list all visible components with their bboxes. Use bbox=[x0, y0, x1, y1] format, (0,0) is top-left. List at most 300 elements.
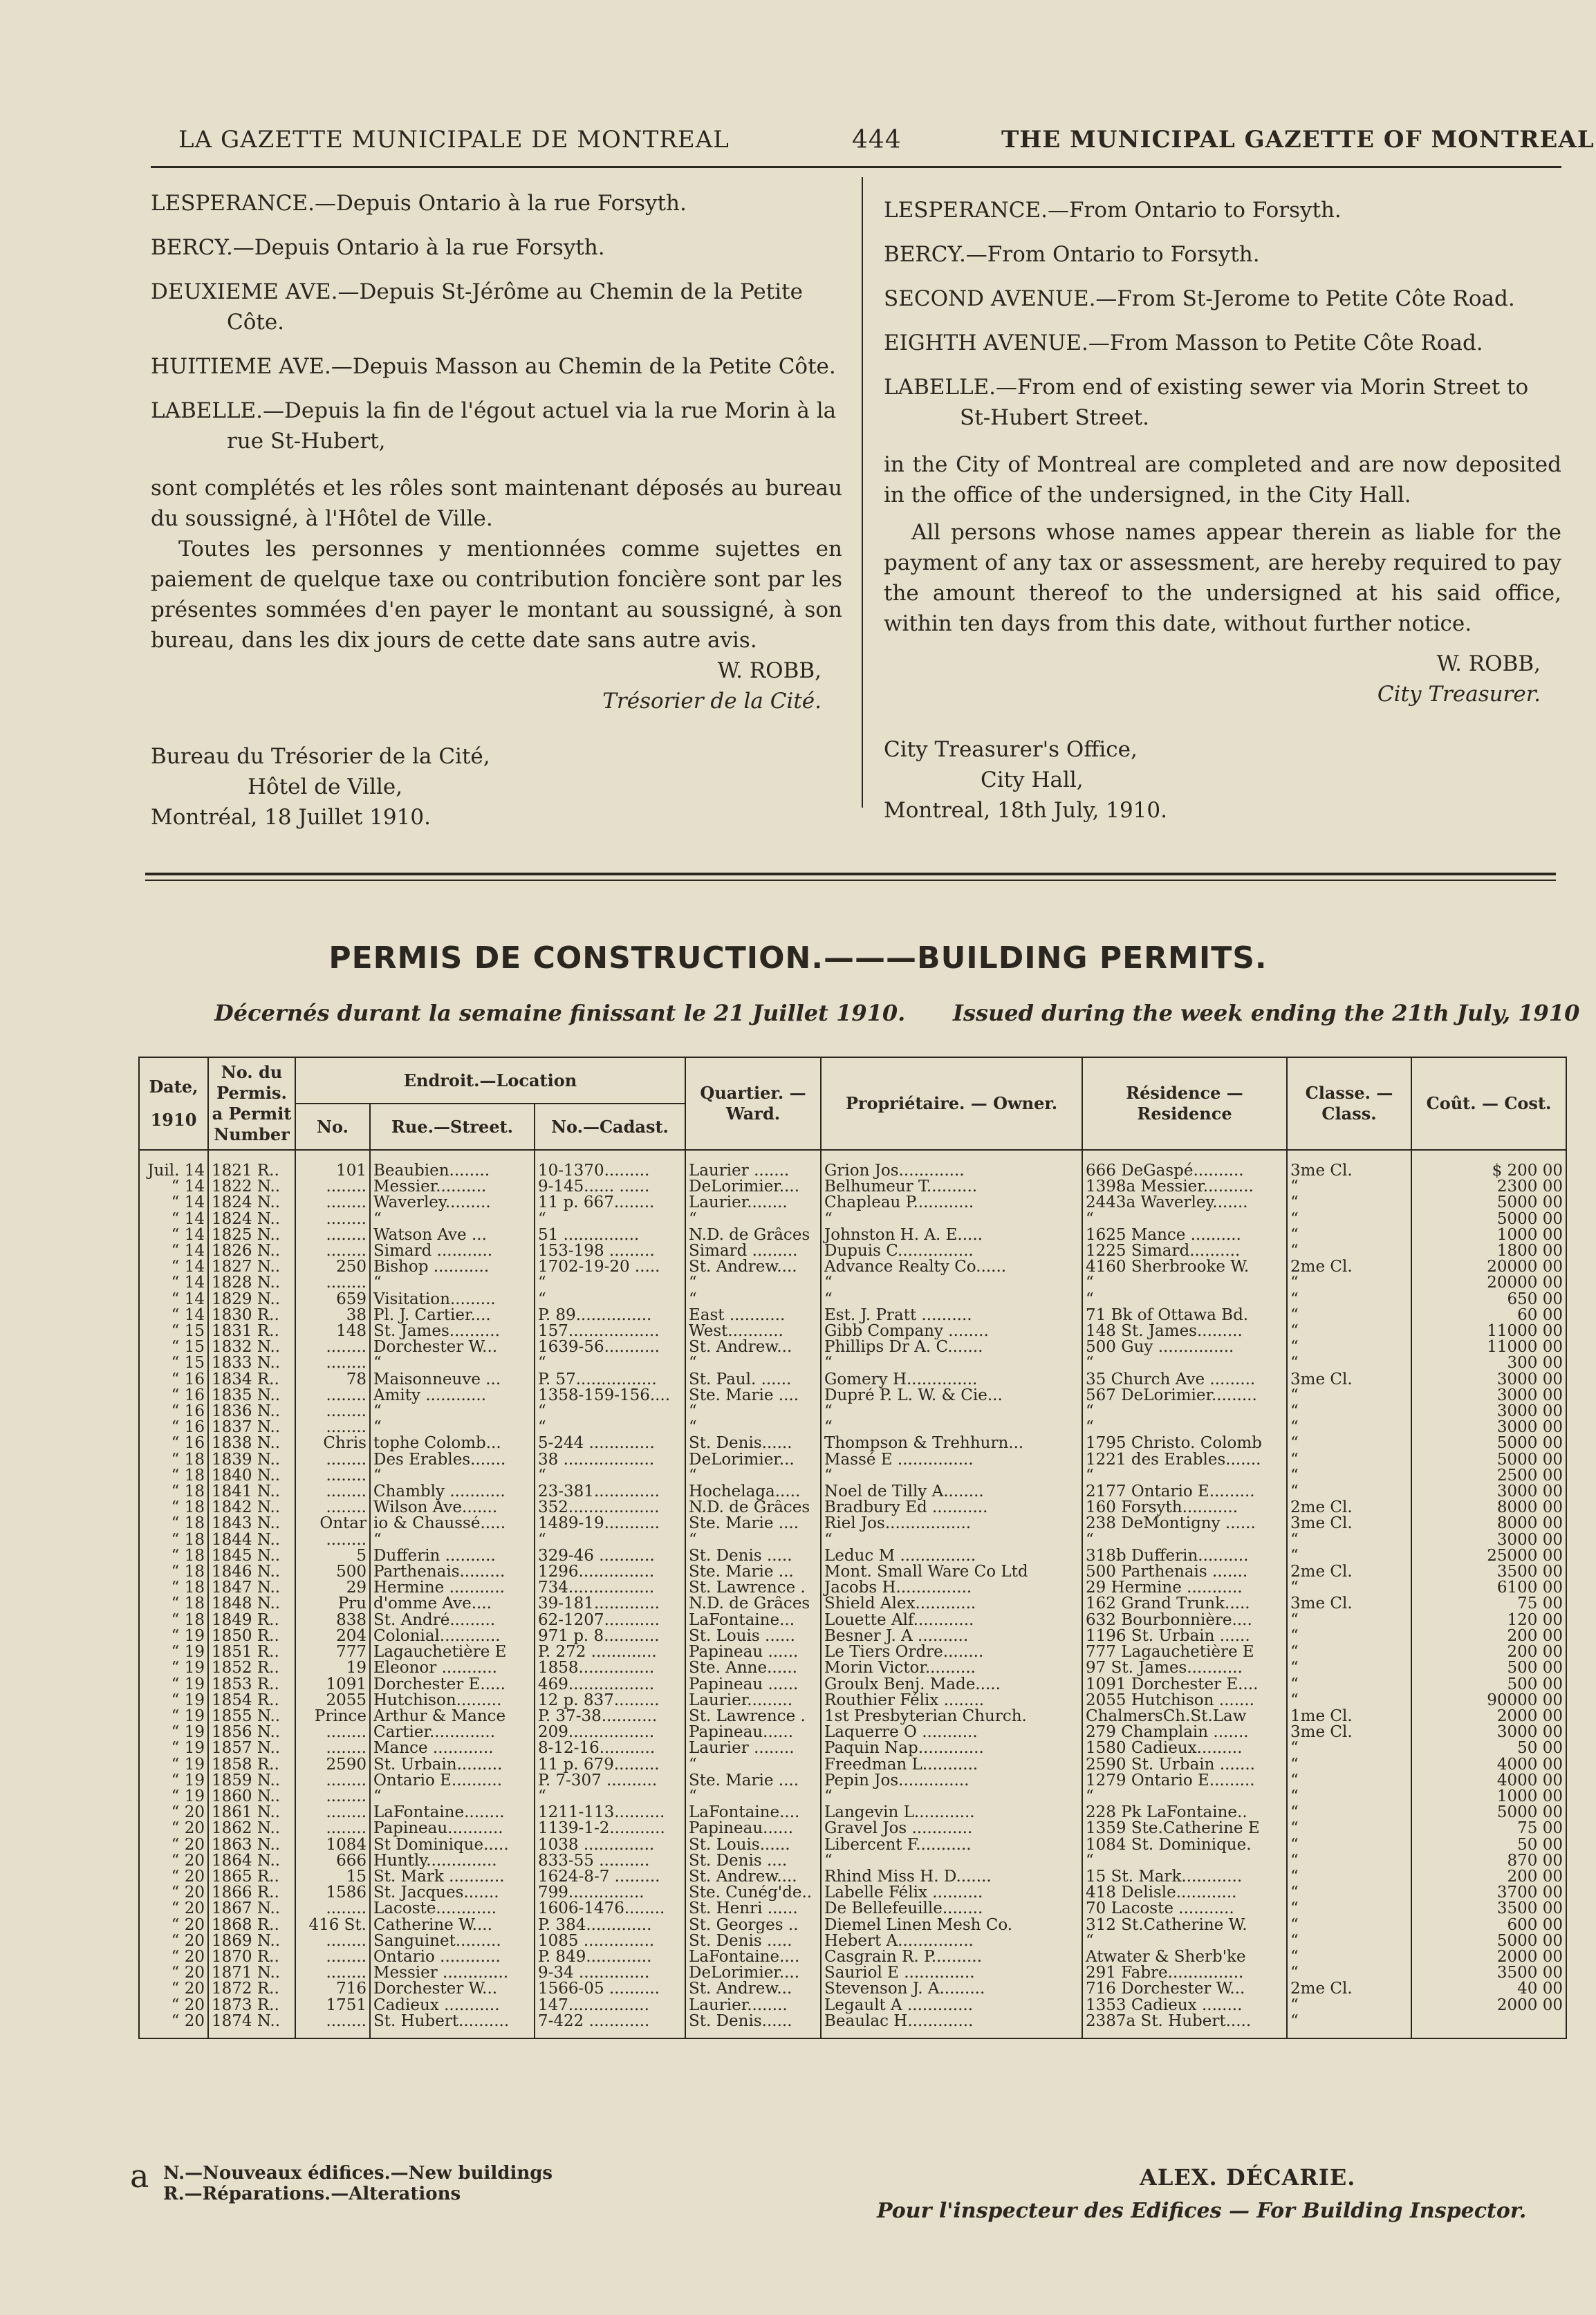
cell-residence: 1225 Simard.......... bbox=[1082, 1243, 1287, 1259]
cell-cost: 5000 00 bbox=[1411, 1933, 1566, 1949]
cell-street: Ontario E.......... bbox=[370, 1773, 535, 1789]
cell-class: “ bbox=[1287, 1693, 1411, 1709]
column-header-ward: Quartier. — Ward. bbox=[685, 1057, 821, 1150]
table-row bbox=[139, 1580, 1566, 1596]
cell-residence: “ bbox=[1082, 1853, 1287, 1869]
cell-cost: 870 00 bbox=[1411, 1853, 1566, 1869]
notice-en-item-2: BERCY.—From Ontario to Forsyth. bbox=[884, 242, 1260, 267]
cell-ward: Papineau...... bbox=[685, 1821, 821, 1837]
cell-street: LaFontaine........ bbox=[370, 1805, 535, 1821]
cell-owner: Shield Alex............ bbox=[821, 1596, 1082, 1612]
table-row bbox=[139, 1596, 1566, 1612]
cell-cost: 3000 00 bbox=[1411, 1484, 1566, 1500]
cell-street: Messier ............. bbox=[370, 1965, 535, 1981]
cell-street-number: 838 bbox=[295, 1612, 370, 1628]
cell-date: “ 19 bbox=[139, 1693, 208, 1709]
cell-class: “ bbox=[1287, 1195, 1411, 1211]
cell-residence: 148 St. James......... bbox=[1082, 1323, 1287, 1339]
cell-owner: Routhier Félix ........ bbox=[821, 1693, 1082, 1709]
cell-cadastre: 38 .................. bbox=[535, 1452, 685, 1468]
table-row bbox=[139, 1677, 1566, 1693]
cell-street: Messier.......... bbox=[370, 1179, 535, 1195]
cell-owner: “ bbox=[821, 1355, 1082, 1371]
cell-cadastre: 1211-113.......... bbox=[535, 1805, 685, 1821]
cell-permit-number: 1834 R.. bbox=[208, 1372, 295, 1388]
cell-street: “ bbox=[370, 1420, 535, 1435]
cell-date: “ 14 bbox=[139, 1275, 208, 1291]
cell-cost: 8000 00 bbox=[1411, 1500, 1566, 1516]
table-row bbox=[139, 1773, 1566, 1789]
cell-residence: 632 Bourbonnière.... bbox=[1082, 1612, 1287, 1628]
cell-street-number: 250 bbox=[295, 1259, 370, 1275]
cell-class: “ bbox=[1287, 1355, 1411, 1371]
table-row bbox=[139, 1612, 1566, 1628]
cell-cost: 3500 00 bbox=[1411, 1901, 1566, 1917]
cell-cost: 200 00 bbox=[1411, 1628, 1566, 1644]
column-header-residence: Résidence — Residence bbox=[1082, 1057, 1287, 1150]
cell-residence: 228 Pk LaFontaine.. bbox=[1082, 1805, 1287, 1821]
cell-permit-number: 1848 N.. bbox=[208, 1596, 295, 1612]
notice-fr-item-1: LESPERANCE.—Depuis Ontario à la rue Forsyth. bbox=[151, 191, 687, 216]
cell-cadastre: P. 89............... bbox=[535, 1308, 685, 1323]
cell-owner: Johnston H. A. E..... bbox=[821, 1227, 1082, 1243]
notice-en-office-line-2: City Hall, bbox=[981, 768, 1084, 792]
cell-ward: “ bbox=[685, 1532, 821, 1548]
table-row bbox=[139, 1949, 1566, 1965]
cell-residence: “ bbox=[1082, 1789, 1287, 1805]
cell-residence: “ bbox=[1082, 1275, 1287, 1291]
cell-street: d'omme Ave.... bbox=[370, 1596, 535, 1612]
cell-street: “ bbox=[370, 1532, 535, 1548]
table-row bbox=[139, 1388, 1566, 1404]
cell-class: “ bbox=[1287, 1388, 1411, 1404]
cell-residence: 70 Lacoste ........... bbox=[1082, 1901, 1287, 1917]
cell-permit-number: 1856 N.. bbox=[208, 1724, 295, 1740]
cell-cadastre: P. 7-307 .......... bbox=[535, 1773, 685, 1789]
cell-street: Pl. J. Cartier.... bbox=[370, 1308, 535, 1323]
cell-street: St. Mark ........... bbox=[370, 1869, 535, 1885]
cell-street: Wilson Ave....... bbox=[370, 1500, 535, 1516]
cell-ward: St. Lawrence . bbox=[685, 1709, 821, 1724]
cell-permit-number: 1836 N.. bbox=[208, 1404, 295, 1420]
cell-class: “ bbox=[1287, 1789, 1411, 1805]
cell-street-number: ........ bbox=[295, 1532, 370, 1548]
cell-residence: “ bbox=[1082, 1532, 1287, 1548]
cell-ward: St. Lawrence . bbox=[685, 1580, 821, 1596]
cell-street: Maisonneuve ... bbox=[370, 1372, 535, 1388]
cell-cost: 5000 00 bbox=[1411, 1805, 1566, 1821]
cell-cost: 2000 00 bbox=[1411, 1998, 1566, 2014]
cell-cadastre: P. 849............. bbox=[535, 1949, 685, 1965]
cell-residence: 1221 des Erables....... bbox=[1082, 1452, 1287, 1468]
cell-cadastre: “ bbox=[535, 1420, 685, 1435]
cell-date: “ 14 bbox=[139, 1179, 208, 1195]
cell-street: Mance ............ bbox=[370, 1740, 535, 1756]
cell-class: “ bbox=[1287, 1612, 1411, 1628]
cell-street: Parthenais......... bbox=[370, 1564, 535, 1580]
cell-permit-number: 1843 N.. bbox=[208, 1516, 295, 1532]
cell-owner: Chapleau P............ bbox=[821, 1195, 1082, 1211]
cell-date: “ 19 bbox=[139, 1740, 208, 1756]
cell-permit-number: 1868 R.. bbox=[208, 1917, 295, 1933]
cell-cadastre: 1639-56........... bbox=[535, 1339, 685, 1355]
inspector-title: Pour l'inspecteur des Edifices — For Building Inspector. bbox=[877, 2199, 1527, 2223]
cell-residence: 2387a St. Hubert..... bbox=[1082, 2014, 1287, 2038]
cell-class: “ bbox=[1287, 1484, 1411, 1500]
cell-cadastre: 11 p. 679......... bbox=[535, 1757, 685, 1773]
cell-ward: Ste. Marie ... bbox=[685, 1564, 821, 1580]
cell-date: “ 19 bbox=[139, 1724, 208, 1740]
inspector-name: ALEX. DÉCARIE. bbox=[1140, 2164, 1356, 2191]
cell-permit-number: 1858 R.. bbox=[208, 1757, 295, 1773]
cell-ward: St. Denis ..... bbox=[685, 1548, 821, 1564]
cell-class: “ bbox=[1287, 1740, 1411, 1756]
table-row bbox=[139, 1292, 1566, 1308]
cell-cost: 20000 00 bbox=[1411, 1259, 1566, 1275]
cell-cadastre: P. 384............. bbox=[535, 1917, 685, 1933]
cell-street: St. Hubert.......... bbox=[370, 2014, 535, 2038]
cell-ward: St. Denis...... bbox=[685, 1435, 821, 1451]
table-row bbox=[139, 1693, 1566, 1709]
table-row bbox=[139, 1740, 1566, 1756]
table-row bbox=[139, 1901, 1566, 1917]
cell-class: “ bbox=[1287, 1773, 1411, 1789]
header-rule bbox=[151, 166, 1561, 168]
cell-owner: Est. J. Pratt .......... bbox=[821, 1308, 1082, 1323]
cell-permit-number: 1853 R.. bbox=[208, 1677, 295, 1693]
cell-ward: Ste. Cunég'de.. bbox=[685, 1885, 821, 1901]
notice-fr-item-3: DEUXIEME AVE.—Depuis St-Jérôme au Chemin de la Petite Côte. bbox=[151, 279, 803, 335]
cell-class: “ bbox=[1287, 1949, 1411, 1965]
cell-ward: East ........... bbox=[685, 1308, 821, 1323]
cell-owner: Gibb Company ........ bbox=[821, 1323, 1082, 1339]
page-number: 444 bbox=[852, 126, 902, 154]
cell-street: Beaubien........ bbox=[370, 1150, 535, 1179]
cell-street-number: Prince bbox=[295, 1709, 370, 1724]
cell-street-number: ........ bbox=[295, 1500, 370, 1516]
cell-residence: 71 Bk of Ottawa Bd. bbox=[1082, 1308, 1287, 1323]
cell-ward: “ bbox=[685, 1275, 821, 1291]
cell-date: “ 19 bbox=[139, 1757, 208, 1773]
cell-street: Des Erables....... bbox=[370, 1452, 535, 1468]
cell-class: “ bbox=[1287, 1548, 1411, 1564]
table-row bbox=[139, 1869, 1566, 1885]
cell-residence: Atwater & Sherb'ke bbox=[1082, 1949, 1287, 1965]
cell-cost: 40 00 bbox=[1411, 1981, 1566, 1997]
cell-cost: 5000 00 bbox=[1411, 1195, 1566, 1211]
cell-cost: 4000 00 bbox=[1411, 1757, 1566, 1773]
cell-cost: 2500 00 bbox=[1411, 1468, 1566, 1484]
cell-owner: Labelle Félix .......... bbox=[821, 1885, 1082, 1901]
cell-street-number: ........ bbox=[295, 1339, 370, 1355]
cell-permit-number: 1873 R.. bbox=[208, 1998, 295, 2014]
cell-ward: St. Henri ...... bbox=[685, 1901, 821, 1917]
cell-cost: 3500 00 bbox=[1411, 1564, 1566, 1580]
building-permits-table bbox=[138, 1057, 1567, 2039]
cell-permit-number: 1824 N.. bbox=[208, 1211, 295, 1227]
cell-cadastre: “ bbox=[535, 1468, 685, 1484]
cell-ward: Papineau...... bbox=[685, 1724, 821, 1740]
cell-owner: “ bbox=[821, 1420, 1082, 1435]
cell-permit-number: 1841 N.. bbox=[208, 1484, 295, 1500]
cell-class: “ bbox=[1287, 1211, 1411, 1227]
cell-permit-number: 1832 N.. bbox=[208, 1339, 295, 1355]
notice-en-paragraph-1: in the City of Montreal are completed and are now deposited in the office of the undersigned, in the City Hall. bbox=[884, 452, 1561, 508]
cell-date: “ 15 bbox=[139, 1339, 208, 1355]
cell-street-number: ........ bbox=[295, 1773, 370, 1789]
cell-cost: 5000 00 bbox=[1411, 1435, 1566, 1451]
column-header-number: No. bbox=[295, 1104, 370, 1150]
cell-cost: 3000 00 bbox=[1411, 1724, 1566, 1740]
cell-class: “ bbox=[1287, 1179, 1411, 1195]
cell-residence: 97 St. James........... bbox=[1082, 1660, 1287, 1676]
cell-date: “ 14 bbox=[139, 1195, 208, 1211]
cell-owner: Noel de Tilly A........ bbox=[821, 1484, 1082, 1500]
cell-class: “ bbox=[1287, 1965, 1411, 1981]
cell-street: Visitation......... bbox=[370, 1292, 535, 1308]
cell-owner: Grion Jos............. bbox=[821, 1150, 1082, 1179]
cell-ward: DeLorimier... bbox=[685, 1452, 821, 1468]
cell-owner: Gomery H.............. bbox=[821, 1372, 1082, 1388]
cell-permit-number: 1835 N.. bbox=[208, 1388, 295, 1404]
cell-ward: DeLorimier.... bbox=[685, 1179, 821, 1195]
table-row bbox=[139, 1709, 1566, 1724]
cell-street: Amity ............ bbox=[370, 1388, 535, 1404]
cell-street: “ bbox=[370, 1355, 535, 1371]
cell-street-number: 2590 bbox=[295, 1757, 370, 1773]
cell-ward: Laurier ........ bbox=[685, 1740, 821, 1756]
cell-residence: 777 Lagauchetière E bbox=[1082, 1644, 1287, 1660]
cell-date: “ 14 bbox=[139, 1243, 208, 1259]
cell-street: Hutchison......... bbox=[370, 1693, 535, 1709]
cell-class: “ bbox=[1287, 1243, 1411, 1259]
cell-street: Dorchester E..... bbox=[370, 1677, 535, 1693]
cell-cadastre: 9-34 .............. bbox=[535, 1965, 685, 1981]
notice-fr-office-line-3: Montréal, 18 Juillet 1910. bbox=[151, 805, 431, 830]
cell-date: “ 20 bbox=[139, 1869, 208, 1885]
cell-date: “ 18 bbox=[139, 1548, 208, 1564]
table-row bbox=[139, 1211, 1566, 1227]
cell-permit-number: 1867 N.. bbox=[208, 1901, 295, 1917]
cell-street: Dufferin .......... bbox=[370, 1548, 535, 1564]
cell-street-number: ........ bbox=[295, 1901, 370, 1917]
cell-cadastre: P. 37-38........... bbox=[535, 1709, 685, 1724]
table-row bbox=[139, 1660, 1566, 1676]
cell-class: “ bbox=[1287, 1308, 1411, 1323]
notice-en-office-line-1: City Treasurer's Office, bbox=[884, 737, 1138, 762]
cell-class: “ bbox=[1287, 1420, 1411, 1435]
table-row bbox=[139, 1885, 1566, 1901]
cell-permit-number: 1822 N.. bbox=[208, 1179, 295, 1195]
cell-cost: 1000 00 bbox=[1411, 1227, 1566, 1243]
cell-class: 3me Cl. bbox=[1287, 1372, 1411, 1388]
cell-street: io & Chaussé..... bbox=[370, 1516, 535, 1532]
cell-ward: St. Denis...... bbox=[685, 2014, 821, 2038]
header-english-title: THE MUNICIPAL GAZETTE OF MONTREAL bbox=[1001, 126, 1595, 154]
cell-date: “ 20 bbox=[139, 1821, 208, 1837]
cell-ward: “ bbox=[685, 1468, 821, 1484]
cell-permit-number: 1846 N.. bbox=[208, 1564, 295, 1580]
cell-cost: 60 00 bbox=[1411, 1308, 1566, 1323]
section-rule-top bbox=[145, 873, 1556, 875]
cell-ward: Laurier ....... bbox=[685, 1150, 821, 1179]
cell-date: “ 18 bbox=[139, 1500, 208, 1516]
permit-type-legend bbox=[130, 2157, 553, 2204]
table-row bbox=[139, 1564, 1566, 1580]
cell-street-number: 416 St. bbox=[295, 1917, 370, 1933]
cell-permit-number: 1849 R.. bbox=[208, 1612, 295, 1628]
cell-permit-number: 1830 R.. bbox=[208, 1308, 295, 1323]
cell-permit-number: 1825 N.. bbox=[208, 1227, 295, 1243]
cell-owner: Casgrain R. P.......... bbox=[821, 1949, 1082, 1965]
cell-residence: 238 DeMontigny ...... bbox=[1082, 1516, 1287, 1532]
notice-fr-item-4: HUITIEME AVE.—Depuis Masson au Chemin de la Petite Côte. bbox=[151, 354, 836, 379]
cell-residence: “ bbox=[1082, 1292, 1287, 1308]
cell-cost: 650 00 bbox=[1411, 1292, 1566, 1308]
cell-owner: Legault A ............. bbox=[821, 1998, 1082, 2014]
cell-date: “ 20 bbox=[139, 2014, 208, 2038]
column-header-permit: No. du Permis. a Permit Number bbox=[208, 1057, 295, 1150]
cell-cost: 1800 00 bbox=[1411, 1243, 1566, 1259]
cell-permit-number: 1837 N.. bbox=[208, 1420, 295, 1435]
cell-street: Papineau........... bbox=[370, 1821, 535, 1837]
cell-class: “ bbox=[1287, 1644, 1411, 1660]
cell-street-number: 1084 bbox=[295, 1837, 370, 1853]
notice-en-item-3: SECOND AVENUE.—From St-Jerome to Petite Côte Road. bbox=[884, 286, 1515, 311]
cell-permit-number: 1842 N.. bbox=[208, 1500, 295, 1516]
cell-class: “ bbox=[1287, 1323, 1411, 1339]
cell-owner: Pepin Jos.............. bbox=[821, 1773, 1082, 1789]
cell-residence: 1353 Cadieux ........ bbox=[1082, 1998, 1287, 2014]
cell-date: “ 20 bbox=[139, 1805, 208, 1821]
cell-ward: St. Andrew.... bbox=[685, 1259, 821, 1275]
cell-street: St. Jacques....... bbox=[370, 1885, 535, 1901]
cell-permit-number: 1845 N.. bbox=[208, 1548, 295, 1564]
cell-cadastre: “ bbox=[535, 1355, 685, 1371]
cell-date: “ 16 bbox=[139, 1435, 208, 1451]
cell-cadastre: 1085 .............. bbox=[535, 1933, 685, 1949]
cell-owner: Le Tiers Ordre........ bbox=[821, 1644, 1082, 1660]
table-row bbox=[139, 1933, 1566, 1949]
cell-cadastre: 51 ............... bbox=[535, 1227, 685, 1243]
notice-fr-signature-title: Trésorier de la Cité. bbox=[602, 689, 822, 714]
cell-date: “ 19 bbox=[139, 1677, 208, 1693]
cell-owner: Libercent F........... bbox=[821, 1837, 1082, 1853]
cell-date: “ 18 bbox=[139, 1580, 208, 1596]
cell-street-number: 15 bbox=[295, 1869, 370, 1885]
cell-owner: Leduc M ............... bbox=[821, 1548, 1082, 1564]
cell-date: “ 20 bbox=[139, 1901, 208, 1917]
column-header-cadastre: No.—Cadast. bbox=[535, 1104, 685, 1150]
cell-owner: “ bbox=[821, 1404, 1082, 1420]
cell-date: “ 19 bbox=[139, 1773, 208, 1789]
cell-permit-number: 1824 N.. bbox=[208, 1195, 295, 1211]
cell-cadastre: 1566-05 .......... bbox=[535, 1981, 685, 1997]
cell-residence: “ bbox=[1082, 1468, 1287, 1484]
cell-street-number: ........ bbox=[295, 2014, 370, 2038]
cell-date: “ 18 bbox=[139, 1484, 208, 1500]
cell-cadastre: 8-12-16........... bbox=[535, 1740, 685, 1756]
cell-date: “ 14 bbox=[139, 1259, 208, 1275]
cell-class: “ bbox=[1287, 1532, 1411, 1548]
cell-date: “ 18 bbox=[139, 1516, 208, 1532]
cell-ward: St. Denis .... bbox=[685, 1853, 821, 1869]
cell-street-number: 78 bbox=[295, 1372, 370, 1388]
cell-ward: Ste. Anne...... bbox=[685, 1660, 821, 1676]
table-row bbox=[139, 2014, 1566, 2038]
cell-street: Lacoste............ bbox=[370, 1901, 535, 1917]
cell-owner: Diemel Linen Mesh Co. bbox=[821, 1917, 1082, 1933]
cell-date: “ 14 bbox=[139, 1308, 208, 1323]
cell-ward: Laurier........ bbox=[685, 1998, 821, 2014]
cell-class: 3me Cl. bbox=[1287, 1150, 1411, 1179]
cell-permit-number: 1857 N.. bbox=[208, 1740, 295, 1756]
cell-street: Catherine W.... bbox=[370, 1917, 535, 1933]
cell-residence: 318b Dufferin.......... bbox=[1082, 1548, 1287, 1564]
cell-permit-number: 1831 R.. bbox=[208, 1323, 295, 1339]
cell-street-number: 716 bbox=[295, 1981, 370, 1997]
cell-class: 2me Cl. bbox=[1287, 1500, 1411, 1516]
cell-street-number: 19 bbox=[295, 1660, 370, 1676]
cell-street: St. André......... bbox=[370, 1612, 535, 1628]
notice-fr-office-line-1: Bureau du Trésorier de la Cité, bbox=[151, 744, 490, 769]
cell-owner: “ bbox=[821, 1789, 1082, 1805]
cell-cost: 120 00 bbox=[1411, 1612, 1566, 1628]
cell-street: St. James.......... bbox=[370, 1323, 535, 1339]
cell-cadastre: “ bbox=[535, 1211, 685, 1227]
notice-fr-office-line-2: Hôtel de Ville, bbox=[248, 774, 403, 799]
cell-cadastre: 9-145...... ...... bbox=[535, 1179, 685, 1195]
cell-street-number: ........ bbox=[295, 1965, 370, 1981]
table-row bbox=[139, 1805, 1566, 1821]
cell-cadastre: 5-244 ............. bbox=[535, 1435, 685, 1451]
cell-residence: 2177 Ontario E......... bbox=[1082, 1484, 1287, 1500]
cell-cost: 2000 00 bbox=[1411, 1949, 1566, 1965]
cell-ward: Papineau ...... bbox=[685, 1644, 821, 1660]
cell-residence: 666 DeGaspé.......... bbox=[1082, 1150, 1287, 1179]
cell-cadastre: 209................. bbox=[535, 1724, 685, 1740]
cell-date: “ 16 bbox=[139, 1388, 208, 1404]
cell-owner: Besner J. A .......... bbox=[821, 1628, 1082, 1644]
table-row bbox=[139, 1484, 1566, 1500]
cell-permit-number: 1854 R.. bbox=[208, 1693, 295, 1709]
cell-street: Dorchester W... bbox=[370, 1339, 535, 1355]
cell-ward: N.D. de Grâces bbox=[685, 1227, 821, 1243]
cell-class: “ bbox=[1287, 2014, 1411, 2038]
cell-street-number: 5 bbox=[295, 1548, 370, 1564]
cell-owner: Jacobs H............... bbox=[821, 1580, 1082, 1596]
table-row bbox=[139, 1548, 1566, 1564]
cell-residence: 1279 Ontario E......... bbox=[1082, 1773, 1287, 1789]
table-row bbox=[139, 1355, 1566, 1371]
cell-class: “ bbox=[1287, 1869, 1411, 1885]
cell-cost: 2300 00 bbox=[1411, 1179, 1566, 1195]
notice-en-item-5: LABELLE.—From end of existing sewer via Morin Street to St-Hubert Street. bbox=[884, 375, 1529, 430]
cell-street: Cadieux ........... bbox=[370, 1998, 535, 2014]
cell-permit-number: 1821 R.. bbox=[208, 1150, 295, 1179]
table-row bbox=[139, 1150, 1566, 1179]
cell-ward: “ bbox=[685, 1211, 821, 1227]
table-row bbox=[139, 1628, 1566, 1644]
cell-cost: 1000 00 bbox=[1411, 1789, 1566, 1805]
cell-residence: “ bbox=[1082, 1933, 1287, 1949]
cell-street: St Dominique..... bbox=[370, 1837, 535, 1853]
cell-cadastre: 12 p. 837......... bbox=[535, 1693, 685, 1709]
cell-permit-number: 1865 R.. bbox=[208, 1869, 295, 1885]
cell-street-number: 1091 bbox=[295, 1677, 370, 1693]
table-row bbox=[139, 1644, 1566, 1660]
cell-permit-number: 1844 N.. bbox=[208, 1532, 295, 1548]
